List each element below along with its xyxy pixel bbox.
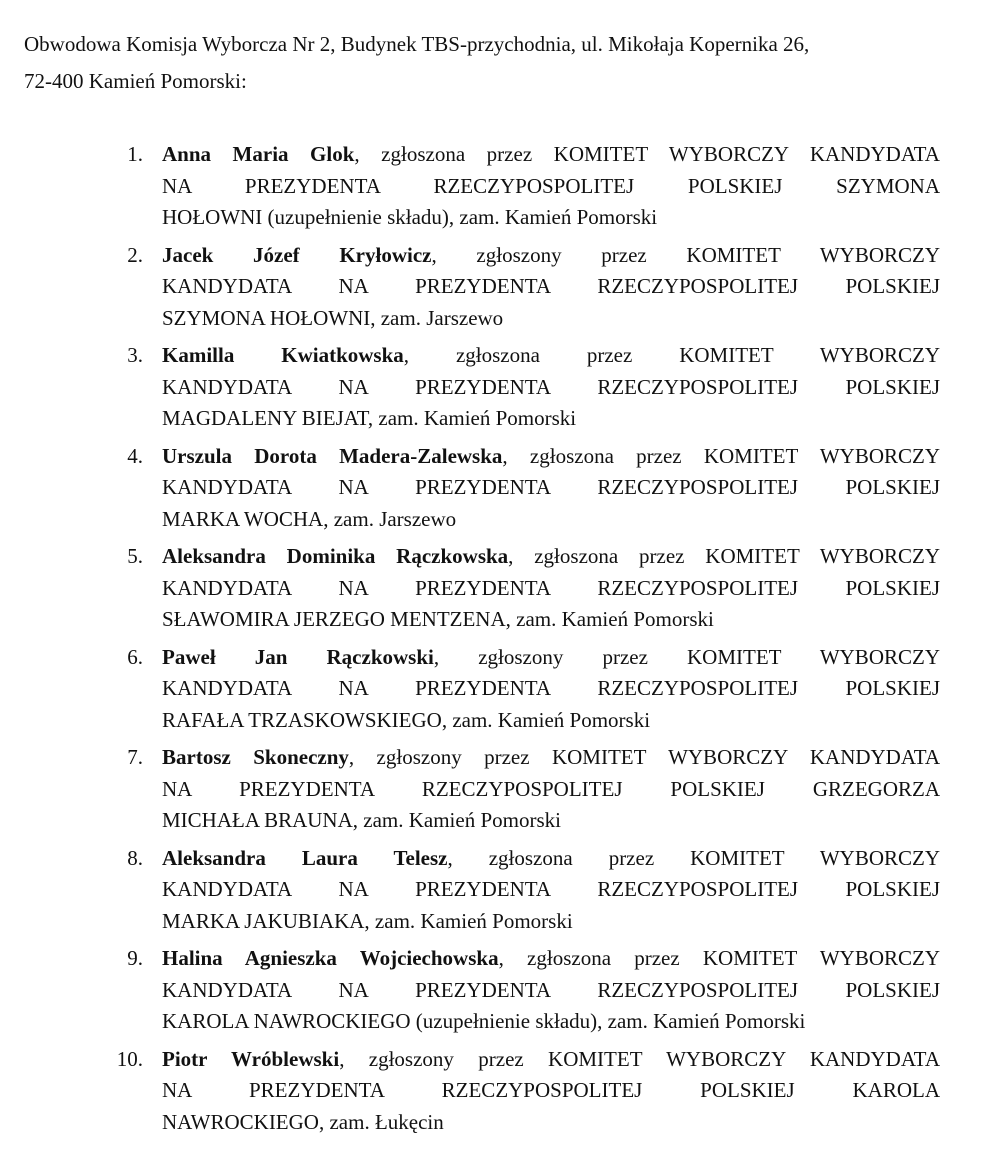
- item-line-3: MICHAŁA BRAUNA, zam. Kamień Pomorski: [162, 808, 561, 832]
- member-nomination: , zgłoszona przez KOMITET WYBORCZY: [498, 946, 940, 970]
- item-number: 8.: [127, 845, 143, 870]
- item-line-2: KANDYDATA NA PREZYDENTA RZECZYPOSPOLITEJ POLSKIEJ: [162, 374, 940, 399]
- item-number: 10.: [116, 1046, 143, 1071]
- item-line-1: [162, 440, 940, 472]
- member-name: Jacek Józef Kryłowicz: [162, 242, 432, 267]
- member-name: Paweł Jan Rączkowski: [162, 644, 434, 669]
- item-line-3: HOŁOWNI (uzupełnienie składu), zam. Kamień Pomorski: [162, 205, 658, 229]
- item-line-1: [162, 741, 940, 773]
- item-line-1: [162, 339, 940, 371]
- member-nomination: , zgłoszona przez KOMITET WYBORCZY: [403, 343, 941, 367]
- member-list: [0, 138, 1000, 1143]
- item-line-1: [162, 641, 940, 673]
- item-line-2: KANDYDATA NA PREZYDENTA RZECZYPOSPOLITEJ POLSKIEJ: [162, 274, 940, 298]
- member-nomination: , zgłoszony przez KOMITET WYBORCZY: [431, 242, 940, 267]
- member-name: Urszula Dorota Madera-Zalewska: [162, 443, 503, 468]
- item-line-3: SZYMONA HOŁOWNI, zam. Jarszewo: [162, 305, 504, 330]
- member-nomination: , zgłoszona przez KOMITET WYBORCZY: [508, 544, 940, 568]
- item-line-2: KANDYDATA NA PREZYDENTA RZECZYPOSPOLITEJ POLSKIEJ: [162, 877, 940, 901]
- item-line-2: KANDYDATA NA PREZYDENTA RZECZYPOSPOLITEJ POLSKIEJ: [162, 676, 940, 700]
- item-line-2: KANDYDATA NA PREZYDENTA RZECZYPOSPOLITEJ POLSKIEJ: [162, 977, 940, 1002]
- list-item: [0, 942, 1000, 1043]
- member-name: Halina Agnieszka Wojciechowska: [162, 946, 499, 970]
- list-item: [0, 641, 1000, 742]
- list-item: [0, 1043, 1000, 1144]
- item-number: 3.: [127, 343, 143, 367]
- item-number: 2.: [127, 242, 143, 267]
- item-line-2: KANDYDATA NA PREZYDENTA RZECZYPOSPOLITEJ POLSKIEJ: [162, 475, 940, 499]
- member-name: Aleksandra Laura Telesz: [162, 845, 448, 870]
- member-nomination: , zgłoszony przez KOMITET WYBORCZY: [433, 644, 940, 669]
- item-number: 7.: [127, 745, 143, 769]
- list-item: [0, 440, 1000, 541]
- member-name: Kamilla Kwiatkowska: [162, 343, 404, 367]
- item-number: 1.: [127, 142, 143, 166]
- item-line-2: KANDYDATA NA PREZYDENTA RZECZYPOSPOLITEJ POLSKIEJ: [162, 575, 940, 600]
- member-name: Aleksandra Dominika Rączkowska: [162, 544, 509, 568]
- member-nomination: , zgłoszona przez KOMITET WYBORCZY KANDYDATA: [354, 142, 940, 166]
- member-name: Piotr Wróblewski: [162, 1046, 340, 1071]
- member-name: Bartosz Skoneczny: [162, 745, 349, 769]
- member-name: Anna Maria Glok: [162, 142, 355, 166]
- item-line-2: NA PREZYDENTA RZECZYPOSPOLITEJ POLSKIEJ SZYMONA: [162, 173, 940, 198]
- item-line-1: [162, 138, 940, 170]
- item-line-3: SŁAWOMIRA JERZEGO MENTZENA, zam. Kamień Pomorski: [162, 607, 714, 631]
- member-nomination: , zgłoszona przez KOMITET WYBORCZY: [502, 443, 940, 468]
- list-item: [0, 239, 1000, 340]
- heading-line-1: Obwodowa Komisja Wyborcza Nr 2, Budynek TBS-przychodnia, ul. Mikołaja Kopernika 26,: [24, 32, 810, 56]
- item-line-3: NAWROCKIEGO, zam. Łukęcin: [162, 1109, 444, 1134]
- item-line-3: KAROLA NAWROCKIEGO (uzupełnienie składu), zam. Kamień Pomorski: [162, 1009, 806, 1033]
- item-line-2: NA PREZYDENTA RZECZYPOSPOLITEJ POLSKIEJ GRZEGORZA: [162, 776, 940, 801]
- item-number: 9.: [127, 946, 143, 970]
- list-item: [0, 138, 1000, 239]
- member-nomination: , zgłoszony przez KOMITET WYBORCZY KANDYDATA: [339, 1046, 940, 1071]
- item-number: 5.: [127, 544, 143, 568]
- item-line-3: RAFAŁA TRZASKOWSKIEGO, zam. Kamień Pomorski: [162, 707, 651, 732]
- member-nomination: , zgłoszony przez KOMITET WYBORCZY KANDYDATA: [348, 745, 941, 769]
- item-line-1: [162, 1043, 940, 1075]
- item-line-2: NA PREZYDENTA RZECZYPOSPOLITEJ POLSKIEJ KAROLA: [162, 1078, 940, 1102]
- item-number: 4.: [127, 443, 143, 468]
- commission-heading: [24, 26, 944, 100]
- item-line-3: MAGDALENY BIEJAT, zam. Kamień Pomorski: [162, 406, 577, 430]
- list-item: [0, 339, 1000, 440]
- member-nomination: , zgłoszona przez KOMITET WYBORCZY: [447, 845, 940, 870]
- item-line-1: [162, 239, 940, 271]
- item-line-1: [162, 942, 940, 974]
- heading-line-2: 72-400 Kamień Pomorski:: [24, 69, 247, 93]
- item-line-1: [162, 540, 940, 572]
- list-item: [0, 842, 1000, 943]
- list-item: [0, 540, 1000, 641]
- item-line-3: MARKA JAKUBIAKA, zam. Kamień Pomorski: [162, 908, 573, 933]
- item-number: 6.: [127, 644, 143, 669]
- item-line-1: [162, 842, 940, 874]
- list-item: [0, 741, 1000, 842]
- item-line-3: MARKA WOCHA, zam. Jarszewo: [162, 506, 457, 531]
